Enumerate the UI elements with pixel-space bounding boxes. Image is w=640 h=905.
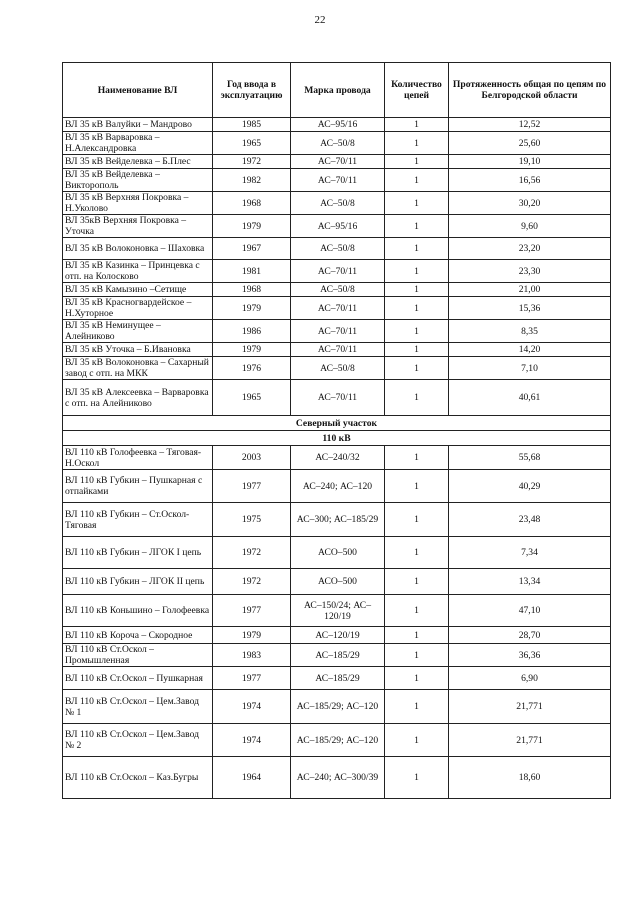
length-cell: 6,90 <box>449 667 611 690</box>
table-row <box>63 118 611 132</box>
table-row <box>63 537 611 569</box>
year-cell: 1964 <box>213 757 291 799</box>
line-name-cell: ВЛ 110 кВ Ст.Оскол – Цем.Завод № 1 <box>63 690 213 724</box>
length-cell: 21,00 <box>449 283 611 297</box>
table-row <box>63 380 611 416</box>
year-cell: 1965 <box>213 132 291 155</box>
year-cell: 1974 <box>213 690 291 724</box>
chains-count-cell: 1 <box>385 357 449 380</box>
length-cell: 13,34 <box>449 569 611 595</box>
chains-count-cell: 1 <box>385 343 449 357</box>
chains-count-cell: 1 <box>385 667 449 690</box>
table-row <box>63 357 611 380</box>
chains-count-cell: 1 <box>385 192 449 215</box>
wire-brand-cell: АС–185/29; АС–120 <box>291 724 385 757</box>
chains-count-cell: 1 <box>385 215 449 238</box>
wire-brand-cell: АС–70/11 <box>291 297 385 320</box>
year-cell: 1976 <box>213 357 291 380</box>
wire-brand-cell: АС–70/11 <box>291 320 385 343</box>
line-name-cell: ВЛ 110 кВ Коньшино – Голофеевка <box>63 595 213 627</box>
chains-count-cell: 1 <box>385 260 449 283</box>
wire-brand-cell: АС–300; АС–185/29 <box>291 503 385 537</box>
wire-brand-cell: АС–185/29 <box>291 667 385 690</box>
length-cell: 12,52 <box>449 118 611 132</box>
line-name-cell: ВЛ 110 кВ Ст.Оскол – Каз.Бугры <box>63 757 213 799</box>
line-name-cell: ВЛ 110 кВ Губкин – ЛГОК I цепь <box>63 537 213 569</box>
wire-brand-cell: АС–50/8 <box>291 283 385 297</box>
year-cell: 1975 <box>213 503 291 537</box>
year-cell: 1981 <box>213 260 291 283</box>
length-cell: 19,10 <box>449 155 611 169</box>
chains-count-cell: 1 <box>385 283 449 297</box>
line-name-cell: ВЛ 35 кВ Красногвардейское – Н.Хуторное <box>63 297 213 320</box>
chains-count-cell: 1 <box>385 169 449 192</box>
table-row <box>63 260 611 283</box>
wire-brand-cell: АС–50/8 <box>291 132 385 155</box>
year-cell: 1986 <box>213 320 291 343</box>
wire-brand-cell: АС–120/19 <box>291 627 385 644</box>
length-cell: 23,20 <box>449 238 611 260</box>
section-title: Северный участок <box>63 416 611 431</box>
year-cell: 1977 <box>213 470 291 503</box>
wire-brand-cell: АС–50/8 <box>291 238 385 260</box>
line-name-cell: ВЛ 110 кВ Губкин – Пушкарная с отпайками <box>63 470 213 503</box>
table-row <box>63 644 611 667</box>
length-cell: 21,771 <box>449 724 611 757</box>
line-name-cell: ВЛ 110 кВ Ст.Оскол – Промышленная <box>63 644 213 667</box>
length-cell: 15,36 <box>449 297 611 320</box>
subsection-title: 110 кВ <box>63 431 611 446</box>
year-cell: 1972 <box>213 155 291 169</box>
chains-count-cell: 1 <box>385 690 449 724</box>
line-name-cell: ВЛ 35 кВ Уточка – Б.Ивановка <box>63 343 213 357</box>
chains-count-cell: 1 <box>385 503 449 537</box>
page-number: 22 <box>314 14 326 26</box>
table-row <box>63 724 611 757</box>
year-cell: 1967 <box>213 238 291 260</box>
power-lines-table <box>62 62 611 799</box>
wire-brand-cell: АС–240/32 <box>291 446 385 470</box>
length-cell: 25,60 <box>449 132 611 155</box>
wire-brand-cell: АС–70/11 <box>291 169 385 192</box>
col-header-wire: Марка провода <box>291 63 385 118</box>
table-row <box>63 297 611 320</box>
chains-count-cell: 1 <box>385 446 449 470</box>
table-row <box>63 667 611 690</box>
wire-brand-cell: АС–70/11 <box>291 260 385 283</box>
table-row <box>63 595 611 627</box>
line-name-cell: ВЛ 110 кВ Губкин – Ст.Оскол-Тяговая <box>63 503 213 537</box>
wire-brand-cell: АС–70/11 <box>291 343 385 357</box>
table-row <box>63 192 611 215</box>
line-name-cell: ВЛ 35 кВ Алексеевка – Варваровка с отп. на Алейниково <box>63 380 213 416</box>
subsection-title-row <box>63 431 611 446</box>
line-name-cell: ВЛ 35 кВ Волоконовка – Сахарный завод с отп. на МКК <box>63 357 213 380</box>
length-cell: 40,29 <box>449 470 611 503</box>
table-row <box>63 503 611 537</box>
line-name-cell: ВЛ 35 кВ Волоконовка – Шаховка <box>63 238 213 260</box>
chains-count-cell: 1 <box>385 118 449 132</box>
wire-brand-cell: АСО–500 <box>291 537 385 569</box>
year-cell: 1972 <box>213 569 291 595</box>
year-cell: 1979 <box>213 627 291 644</box>
chains-count-cell: 1 <box>385 132 449 155</box>
year-cell: 1968 <box>213 283 291 297</box>
table-row <box>63 446 611 470</box>
col-header-length: Протяженность общая по цепям по Белгородской области <box>449 63 611 118</box>
wire-brand-cell: АС–240; АС–120 <box>291 470 385 503</box>
year-cell: 1965 <box>213 380 291 416</box>
table-row <box>63 470 611 503</box>
chains-count-cell: 1 <box>385 470 449 503</box>
line-name-cell: ВЛ 35 кВ Камызино –Сетище <box>63 283 213 297</box>
year-cell: 1979 <box>213 297 291 320</box>
length-cell: 28,70 <box>449 627 611 644</box>
wire-brand-cell: АС–95/16 <box>291 215 385 238</box>
chains-count-cell: 1 <box>385 595 449 627</box>
length-cell: 30,20 <box>449 192 611 215</box>
line-name-cell: ВЛ 35 кВ Валуйки – Мандрово <box>63 118 213 132</box>
chains-count-cell: 1 <box>385 238 449 260</box>
table-row <box>63 283 611 297</box>
line-name-cell: ВЛ 35 кВ Вейделевка – Б.Плес <box>63 155 213 169</box>
col-header-chains: Количество цепей <box>385 63 449 118</box>
chains-count-cell: 1 <box>385 569 449 595</box>
table-row <box>63 238 611 260</box>
wire-brand-cell: АС–185/29; АС–120 <box>291 690 385 724</box>
length-cell: 16,56 <box>449 169 611 192</box>
wire-brand-cell: АС–150/24; АС–120/19 <box>291 595 385 627</box>
table-row <box>63 169 611 192</box>
wire-brand-cell: АС–240; АС–300/39 <box>291 757 385 799</box>
line-name-cell: ВЛ 35 кВ Неминущее – Алейниково <box>63 320 213 343</box>
table-row <box>63 343 611 357</box>
line-name-cell: ВЛ 35кВ Верхняя Покровка – Уточка <box>63 215 213 238</box>
line-name-cell: ВЛ 110 кВ Голофеевка – Тяговая-Н.Оскол <box>63 446 213 470</box>
table-row <box>63 320 611 343</box>
length-cell: 14,20 <box>449 343 611 357</box>
col-header-name: Наименование ВЛ <box>63 63 213 118</box>
chains-count-cell: 1 <box>385 155 449 169</box>
year-cell: 1968 <box>213 192 291 215</box>
table-row <box>63 132 611 155</box>
line-name-cell: ВЛ 110 кВ Ст.Оскол – Пушкарная <box>63 667 213 690</box>
table-header-row <box>63 63 611 118</box>
length-cell: 23,48 <box>449 503 611 537</box>
chains-count-cell: 1 <box>385 757 449 799</box>
chains-count-cell: 1 <box>385 380 449 416</box>
length-cell: 21,771 <box>449 690 611 724</box>
chains-count-cell: 1 <box>385 537 449 569</box>
year-cell: 2003 <box>213 446 291 470</box>
year-cell: 1985 <box>213 118 291 132</box>
length-cell: 8,35 <box>449 320 611 343</box>
year-cell: 1972 <box>213 537 291 569</box>
wire-brand-cell: АС–95/16 <box>291 118 385 132</box>
line-name-cell: ВЛ 35 кВ Казинка – Принцевка с отп. на Колосково <box>63 260 213 283</box>
wire-brand-cell: АС–185/29 <box>291 644 385 667</box>
line-name-cell: ВЛ 35 кВ Вейделевка – Викторополь <box>63 169 213 192</box>
length-cell: 7,34 <box>449 537 611 569</box>
wire-brand-cell: АС–50/8 <box>291 357 385 380</box>
year-cell: 1983 <box>213 644 291 667</box>
table-row <box>63 215 611 238</box>
length-cell: 18,60 <box>449 757 611 799</box>
col-header-year: Год ввода в эксплуатацию <box>213 63 291 118</box>
chains-count-cell: 1 <box>385 644 449 667</box>
year-cell: 1979 <box>213 343 291 357</box>
chains-count-cell: 1 <box>385 320 449 343</box>
wire-brand-cell: АС–70/11 <box>291 155 385 169</box>
line-name-cell: ВЛ 110 кВ Ст.Оскол – Цем.Завод № 2 <box>63 724 213 757</box>
year-cell: 1974 <box>213 724 291 757</box>
table-row <box>63 757 611 799</box>
wire-brand-cell: АС–50/8 <box>291 192 385 215</box>
chains-count-cell: 1 <box>385 724 449 757</box>
line-name-cell: ВЛ 110 кВ Короча – Скородное <box>63 627 213 644</box>
chains-count-cell: 1 <box>385 297 449 320</box>
table-row <box>63 690 611 724</box>
section-title-row <box>63 416 611 431</box>
year-cell: 1977 <box>213 595 291 627</box>
table-row <box>63 569 611 595</box>
year-cell: 1977 <box>213 667 291 690</box>
length-cell: 23,30 <box>449 260 611 283</box>
table-row <box>63 155 611 169</box>
line-name-cell: ВЛ 35 кВ Варваровка – Н.Александровка <box>63 132 213 155</box>
length-cell: 7,10 <box>449 357 611 380</box>
line-name-cell: ВЛ 35 кВ Верхняя Покровка – Н.Уколово <box>63 192 213 215</box>
length-cell: 9,60 <box>449 215 611 238</box>
year-cell: 1979 <box>213 215 291 238</box>
wire-brand-cell: АС–70/11 <box>291 380 385 416</box>
line-name-cell: ВЛ 110 кВ Губкин – ЛГОК II цепь <box>63 569 213 595</box>
length-cell: 40,61 <box>449 380 611 416</box>
length-cell: 36,36 <box>449 644 611 667</box>
wire-brand-cell: АСО–500 <box>291 569 385 595</box>
year-cell: 1982 <box>213 169 291 192</box>
chains-count-cell: 1 <box>385 627 449 644</box>
length-cell: 47,10 <box>449 595 611 627</box>
table-row <box>63 627 611 644</box>
length-cell: 55,68 <box>449 446 611 470</box>
